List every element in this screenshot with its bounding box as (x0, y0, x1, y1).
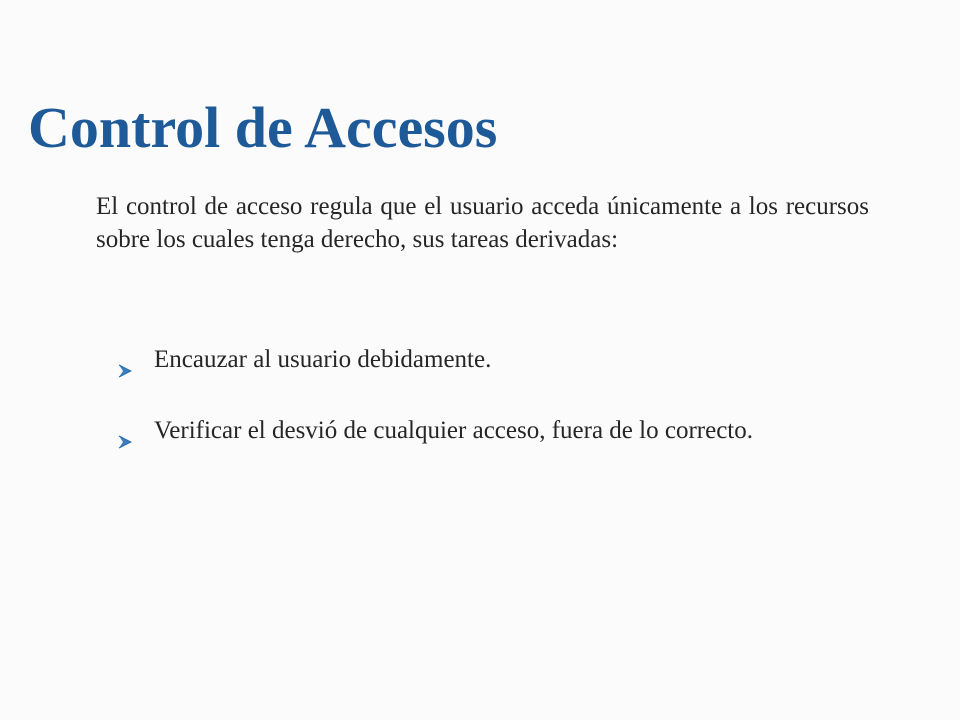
slide-body-text: El control de acceso regula que el usuario acceda únicamente a los recursos sobre los cuales tenga derecho, sus tareas derivadas: (96, 193, 869, 253)
bullet-list (118, 342, 869, 448)
bullet-text: Encauzar al usuario debidamente. (154, 346, 492, 373)
bullet-item (118, 342, 869, 377)
bullet-item (118, 413, 869, 448)
arrow-bullet-icon (118, 353, 132, 367)
arrow-bullet-icon (118, 424, 132, 438)
bullet-text: Verificar el desvió de cualquier acceso, fuera de lo correcto. (154, 417, 753, 444)
slide-title: Control de Accesos (28, 95, 498, 160)
